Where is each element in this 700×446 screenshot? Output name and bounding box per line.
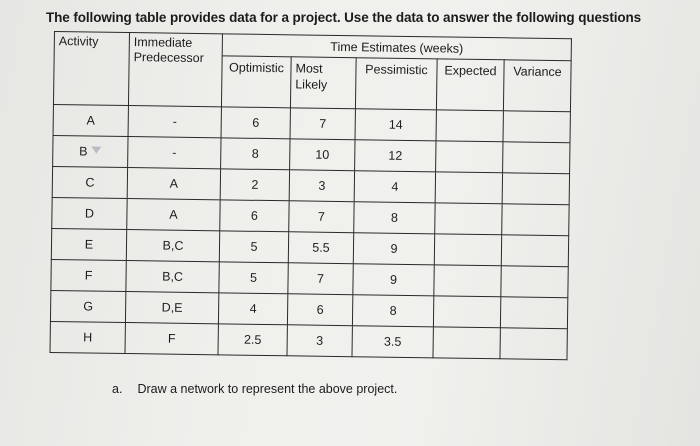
question-text: The following table provides data for a project. Use the data to answer the following questions xyxy=(46,10,642,25)
cell-variance xyxy=(503,111,570,143)
cell-activity: H xyxy=(50,321,125,353)
cell-expected xyxy=(434,234,501,266)
cell-predecessor: A xyxy=(127,199,220,231)
cell-pessimistic: 9 xyxy=(353,264,434,296)
cell-variance xyxy=(501,235,568,267)
cell-pessimistic: 12 xyxy=(355,140,436,172)
cell-pessimistic: 4 xyxy=(354,171,435,203)
cell-pessimistic: 9 xyxy=(353,233,434,265)
cell-most-likely: 7 xyxy=(290,108,355,140)
cell-predecessor: D,E xyxy=(125,292,218,324)
project-data-table xyxy=(50,31,572,360)
cell-predecessor: B,C xyxy=(126,261,219,293)
cell-variance xyxy=(501,266,568,298)
cell-expected xyxy=(436,141,503,173)
cell-optimistic: 5 xyxy=(219,262,288,294)
cell-predecessor: - xyxy=(128,106,221,138)
cell-optimistic: 2 xyxy=(220,169,289,201)
dropdown-triangle-icon xyxy=(91,147,101,154)
header-expected: Expected xyxy=(436,59,504,111)
cell-expected xyxy=(435,172,502,204)
cell-variance xyxy=(502,204,569,236)
cell-optimistic: 6 xyxy=(221,107,290,139)
cell-most-likely: 7 xyxy=(289,201,354,233)
cell-pessimistic: 8 xyxy=(352,295,433,327)
cell-pessimistic: 14 xyxy=(355,109,436,141)
cell-variance xyxy=(503,142,570,174)
cell-variance xyxy=(500,297,567,329)
cell-variance xyxy=(500,328,567,360)
cell-predecessor: - xyxy=(128,137,221,169)
part-a-label: a. xyxy=(112,382,123,396)
cell-activity: F xyxy=(51,259,126,291)
cell-optimistic: 6 xyxy=(220,200,289,232)
header-most-likely: Most Likely xyxy=(290,57,356,109)
cell-most-likely: 7 xyxy=(288,263,353,295)
header-activity: Activity xyxy=(53,32,129,106)
table-row xyxy=(50,321,567,359)
cell-expected xyxy=(434,265,501,297)
cell-activity: A xyxy=(53,104,128,136)
header-pessimistic: Pessimistic xyxy=(355,58,437,110)
cell-expected xyxy=(436,110,503,142)
cell-optimistic: 2.5 xyxy=(218,324,287,356)
cell-most-likely: 3 xyxy=(289,170,354,202)
cell-activity: E xyxy=(51,228,126,260)
cell-most-likely: 6 xyxy=(287,294,352,326)
cell-activity: G xyxy=(50,290,125,322)
cell-expected xyxy=(433,327,500,359)
cell-predecessor: A xyxy=(127,168,220,200)
cell-pessimistic: 8 xyxy=(354,202,435,234)
cell-activity: B xyxy=(53,135,128,167)
cell-expected xyxy=(433,296,500,328)
cell-most-likely: 3 xyxy=(287,325,352,357)
cell-predecessor: F xyxy=(125,323,218,355)
cell-pessimistic: 3.5 xyxy=(352,326,433,358)
part-a-question xyxy=(112,382,397,396)
cell-predecessor: B,C xyxy=(126,230,219,262)
cell-optimistic: 8 xyxy=(221,138,290,170)
cell-most-likely: 10 xyxy=(290,139,355,171)
cell-activity: D xyxy=(52,197,127,229)
header-optimistic: Optimistic xyxy=(221,56,291,108)
header-immediate-predecessor: Immediate Predecessor xyxy=(128,33,222,107)
header-time-estimates: Time Estimates (weeks) xyxy=(222,34,571,61)
header-variance: Variance xyxy=(503,60,571,112)
part-a-text: Draw a network to represent the above project. xyxy=(137,382,398,396)
cell-activity: C xyxy=(52,166,127,198)
cell-optimistic: 4 xyxy=(218,293,287,325)
cell-most-likely: 5.5 xyxy=(288,232,353,264)
cell-expected xyxy=(435,203,502,235)
cell-optimistic: 5 xyxy=(219,231,288,263)
cell-variance xyxy=(502,173,569,205)
